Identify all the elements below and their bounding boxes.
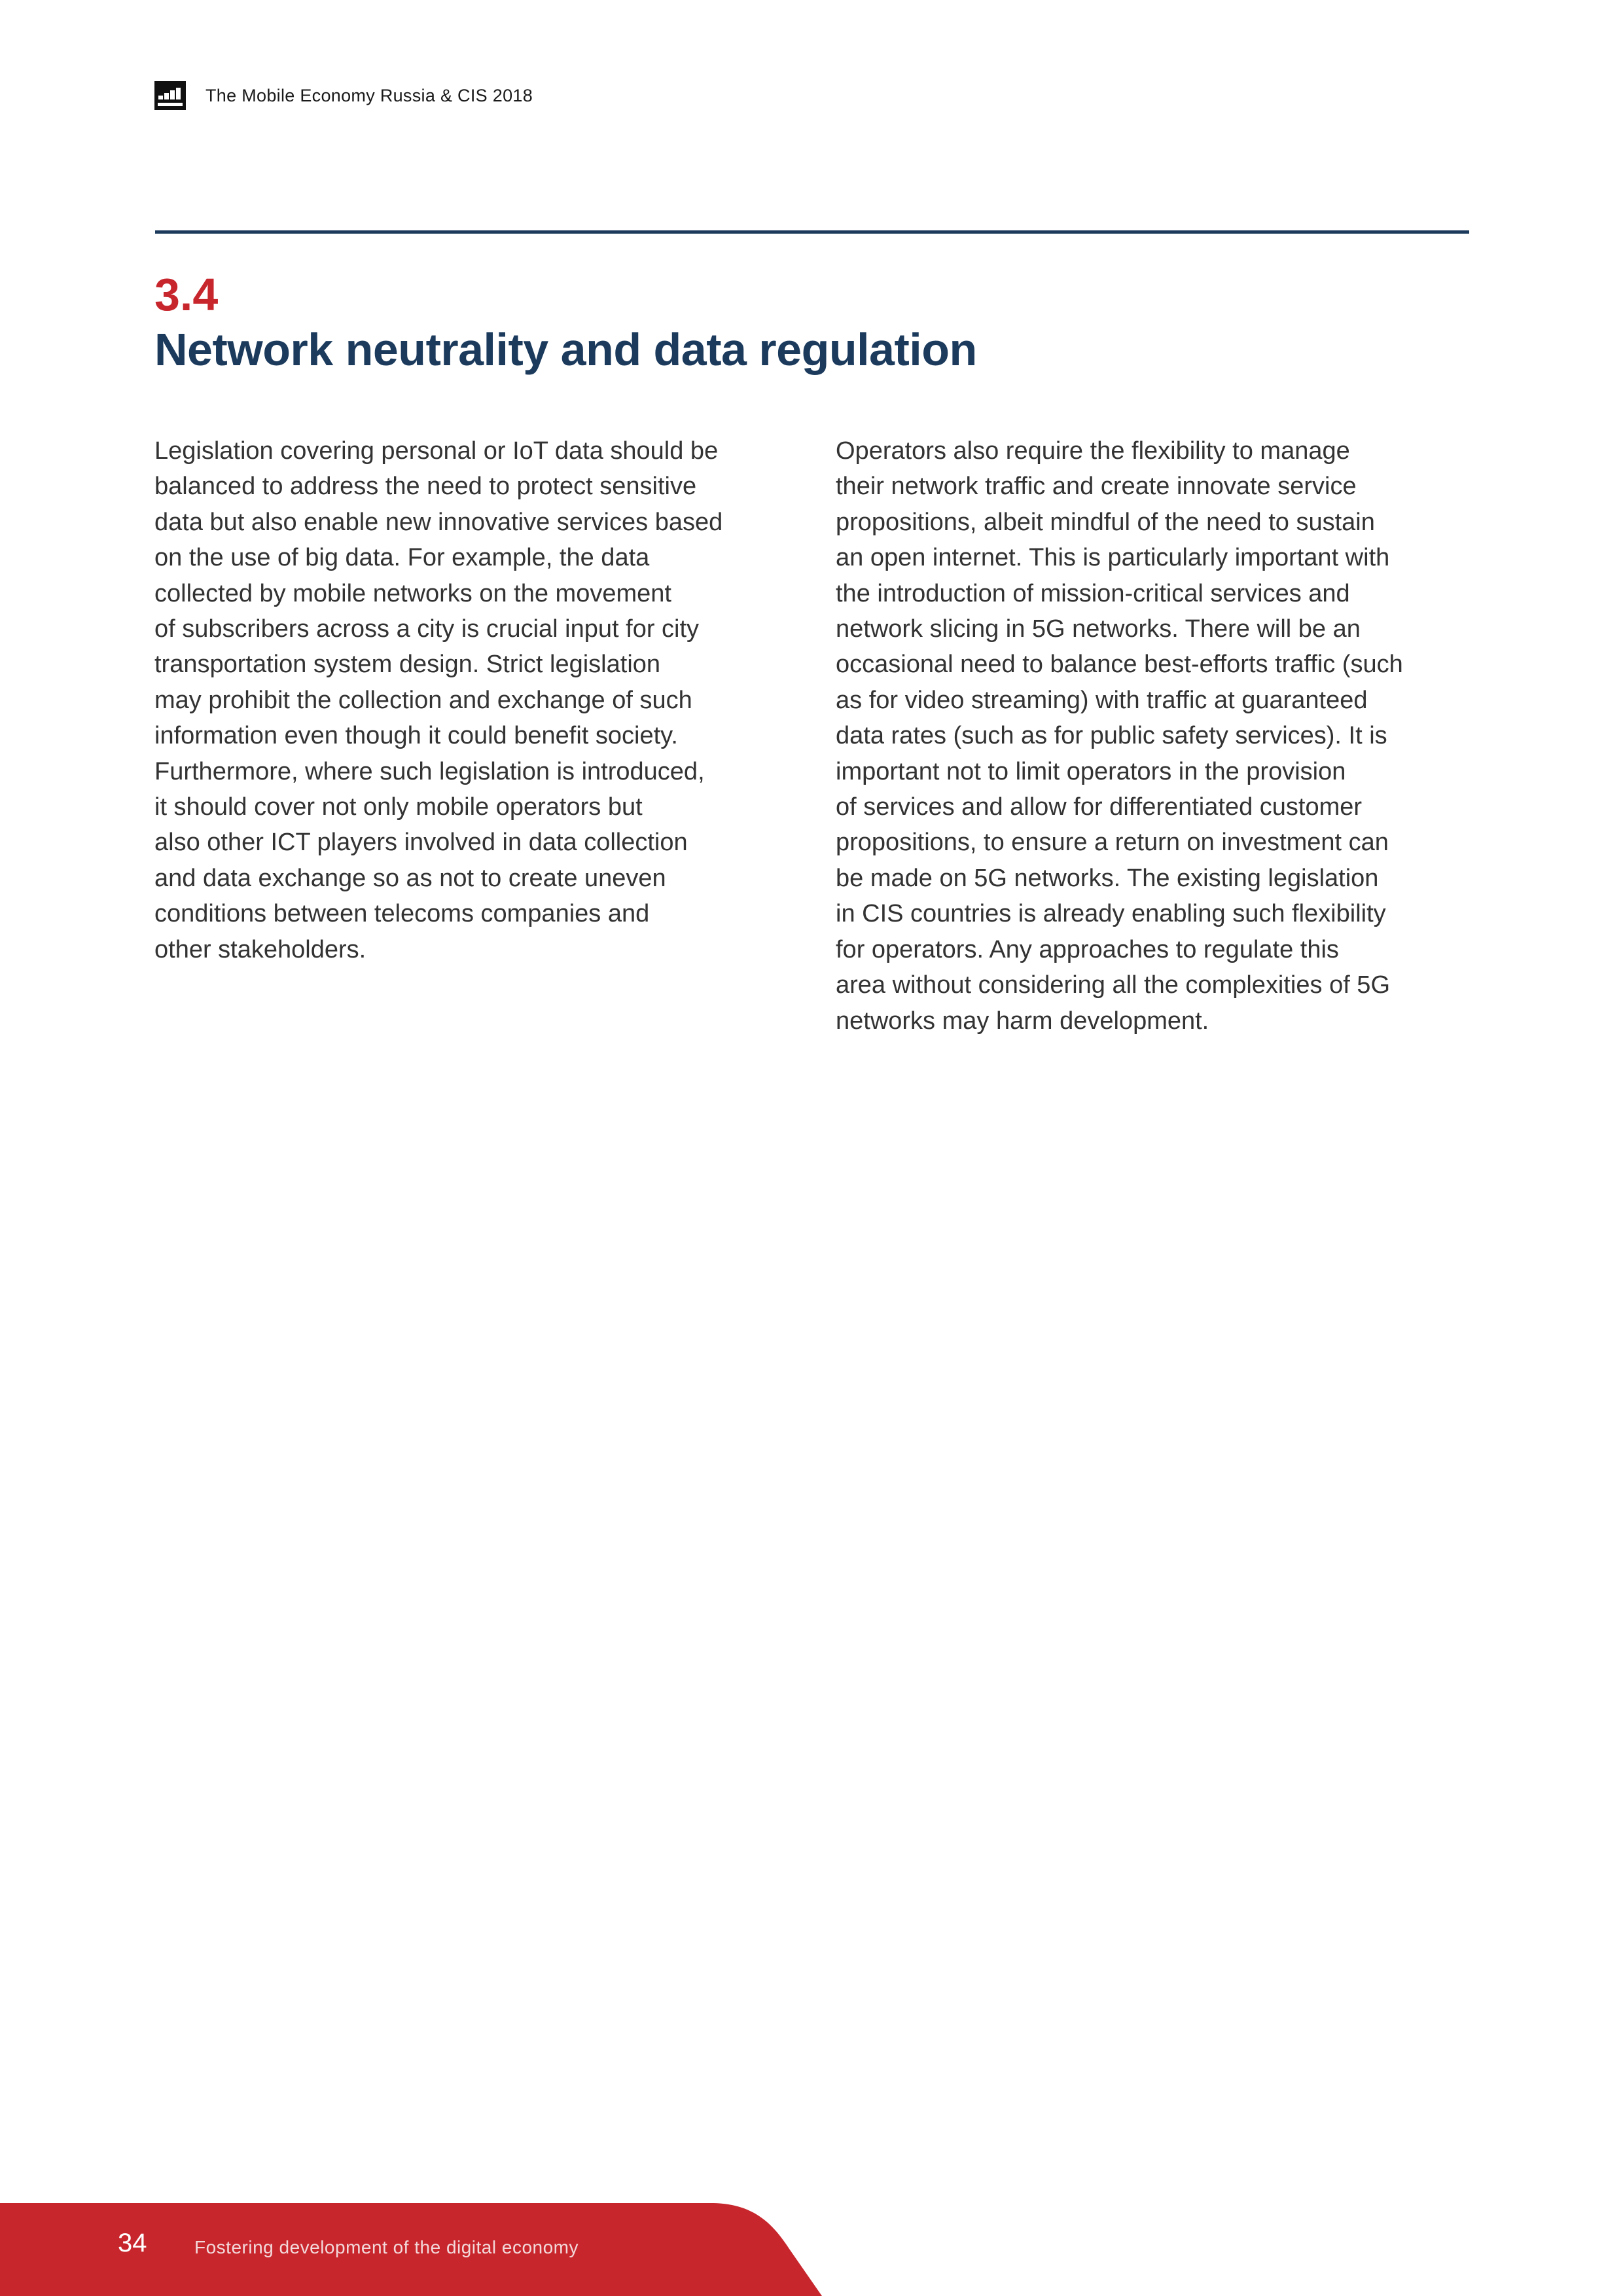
- body-column-right: [836, 433, 1471, 1039]
- text-line: information even though it could benefit society.: [154, 722, 678, 750]
- text-line: an open internet. This is particularly important with: [836, 544, 1390, 572]
- text-line: the introduction of mission-critical services and: [836, 579, 1350, 607]
- text-line: Furthermore, where such legislation is introduced,: [154, 757, 705, 785]
- chapter-title: Fostering development of the digital economy: [194, 2237, 579, 2257]
- text-line: their network traffic and create innovate service: [836, 473, 1357, 501]
- text-line: it should cover not only mobile operators but: [154, 793, 643, 821]
- text-line: network slicing in 5G networks. There will be an: [836, 615, 1361, 643]
- text-line: also other ICT players involved in data collection: [154, 829, 688, 857]
- text-line: occasional need to balance best-efforts traffic (such: [836, 651, 1403, 679]
- text-line: area without considering all the complexities of 5G: [836, 971, 1391, 999]
- text-line: conditions between telecoms companies and: [154, 900, 650, 928]
- text-line: propositions, albeit mindful of the need to sustain: [836, 508, 1375, 536]
- text-line: and data exchange so as not to create uneven: [154, 864, 666, 892]
- body-column-left: [154, 433, 783, 967]
- text-line: propositions, to ensure a return on investment can: [836, 829, 1389, 857]
- text-line: of subscribers across a city is crucial input for city: [154, 615, 700, 643]
- text-line: be made on 5G networks. The existing legislation: [836, 864, 1379, 892]
- page-header: [154, 80, 533, 111]
- page-number: 34: [118, 2229, 147, 2257]
- text-line: transportation system design. Strict legislation: [154, 651, 661, 679]
- text-line: data rates (such as for public safety services). It is: [836, 722, 1387, 750]
- gsma-logo-icon: [154, 81, 186, 110]
- text-line: other stakeholders.: [154, 935, 366, 963]
- text-line: may prohibit the collection and exchange of such: [154, 686, 692, 714]
- section-heading: Network neutrality and data regulation: [154, 324, 977, 375]
- text-line: networks may harm development.: [836, 1007, 1209, 1035]
- text-line: balanced to address the need to protect sensitive: [154, 473, 697, 501]
- text-line: collected by mobile networks on the movement: [154, 579, 671, 607]
- text-line: on the use of big data. For example, the data: [154, 544, 650, 572]
- section-divider: [155, 230, 1469, 234]
- text-line: Legislation covering personal or IoT data should be: [154, 437, 719, 465]
- text-line: as for video streaming) with traffic at guaranteed: [836, 686, 1368, 714]
- text-line: important not to limit operators in the provision: [836, 757, 1346, 785]
- text-line: data but also enable new innovative services based: [154, 508, 723, 536]
- text-line: Operators also require the flexibility to manage: [836, 437, 1350, 465]
- section-number: 3.4: [154, 269, 219, 320]
- document-title: The Mobile Economy Russia & CIS 2018: [205, 85, 533, 105]
- text-line: of services and allow for differentiated customer: [836, 793, 1363, 821]
- text-line: in CIS countries is already enabling such flexibility: [836, 900, 1386, 928]
- text-line: for operators. Any approaches to regulate this: [836, 935, 1339, 963]
